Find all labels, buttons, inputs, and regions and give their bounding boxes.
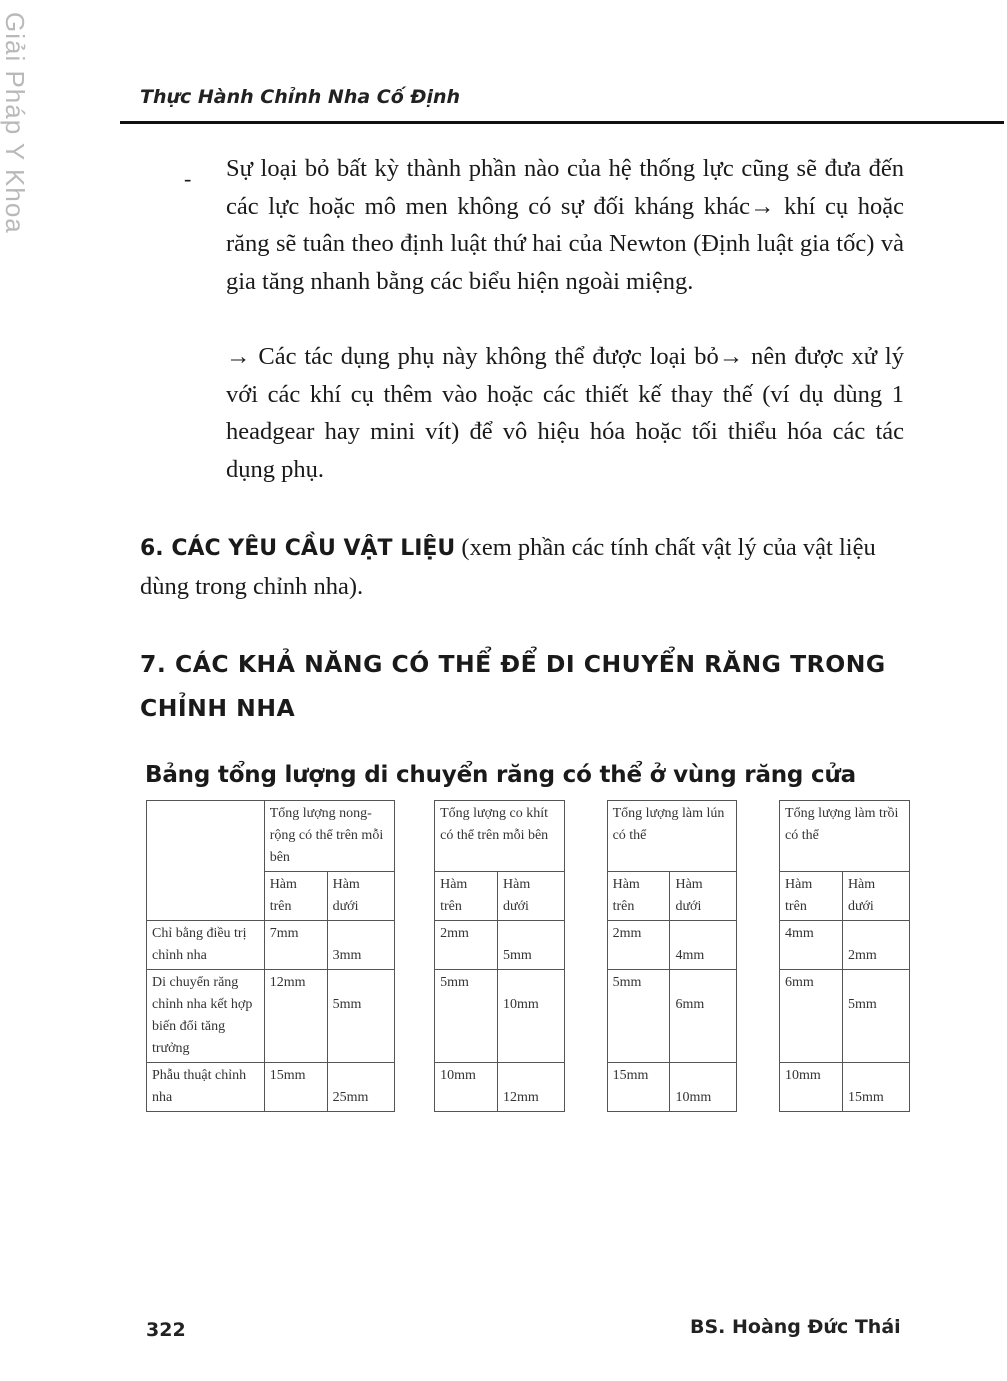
table-cell: 25mm [327,1063,394,1112]
bullet-paragraph-1: Sự loại bỏ bất kỳ thành phần nào của hệ thống lực cũng sẽ đưa đến các lực hoặc mô men không có sự đối kháng khác→ khí cụ hoặc răng sẽ tuân theo định luật thứ hai của Newton (Định luật gia tốc) và gia tăng nhanh bằng các biểu hiện ngoài miệng. [226,155,904,295]
table-gap [564,801,607,1112]
section-6-heading: 6. CÁC YÊU CẦU VẬT LIỆU [140,536,456,561]
table-gap [737,801,780,1112]
table-group-header: Tổng lượng làm lún có thể [607,801,737,872]
table-cell: 10mm [670,1063,737,1112]
table-subheader: Hàm dưới [842,872,909,921]
table-cell: 3mm [327,921,394,970]
section-7-heading: 7. CÁC KHẢ NĂNG CÓ THỂ ĐỂ DI CHUYỂN RĂNG TRONG CHỈNH NHA [140,650,886,722]
table-corner-cell [147,801,265,921]
table-group-header: Tổng lượng co khít có thể trên mỗi bên [435,801,565,872]
table-cell: 2mm [607,921,670,970]
table-row [147,921,910,970]
table-cell: 10mm [498,970,565,1063]
table-cell: 5mm [435,970,498,1063]
table-cell: 2mm [435,921,498,970]
header-rule [120,121,1004,124]
bullet-dash: - [184,166,192,191]
table-cell: 4mm [780,921,843,970]
table-row-label: Phẫu thuật chỉnh nha [147,1063,265,1112]
table-cell: 5mm [842,970,909,1063]
table-caption: Bảng tổng lượng di chuyển răng có thể ở vùng răng cửa [145,762,856,788]
page-number: 322 [146,1319,186,1341]
watermark: Giải Pháp Y Khoa [0,12,30,234]
table-row-label: Chỉ bằng điều trị chỉnh nha [147,921,265,970]
table-subheader: Hàm dưới [498,872,565,921]
table-subheader: Hàm trên [780,872,843,921]
table-subheader: Hàm trên [607,872,670,921]
table-header-row [147,801,910,872]
table-cell: 5mm [327,970,394,1063]
table-row [147,1063,910,1112]
table-cell: 5mm [607,970,670,1063]
table-cell: 10mm [435,1063,498,1112]
table-row-label: Di chuyển răng chỉnh nha kết hợp biến đổi tăng trưởng [147,970,265,1063]
table-row [147,970,910,1063]
section-6 [140,529,910,605]
table-group-header: Tổng lượng làm trồi có thể [780,801,910,872]
table-gap [394,801,435,1112]
table-subheader: Hàm dưới [327,872,394,921]
table-cell: 6mm [670,970,737,1063]
table-subheader: Hàm dưới [670,872,737,921]
table-cell: 12mm [498,1063,565,1112]
footer-author: BS. Hoàng Đức Thái [690,1316,901,1338]
table-cell: 15mm [842,1063,909,1112]
table-cell: 15mm [264,1063,327,1112]
table-subheader: Hàm trên [435,872,498,921]
table-group-header: Tổng lượng nong-rộng có thể trên mỗi bên [264,801,394,872]
running-header: Thực Hành Chỉnh Nha Cố Định [140,86,461,108]
table-cell: 5mm [498,921,565,970]
table-cell: 10mm [780,1063,843,1112]
table-cell: 2mm [842,921,909,970]
movement-table [146,800,910,1112]
section-6-text: (xem phần các tính chất vật lý của vật liệu dùng trong chỉnh nha). [140,534,876,600]
table-cell: 6mm [780,970,843,1063]
table-cell: 15mm [607,1063,670,1112]
table-subheader: Hàm trên [264,872,327,921]
table-cell: 12mm [264,970,327,1063]
table-cell: 7mm [264,921,327,970]
bullet-paragraph-2: → Các tác dụng phụ này không thể được loại bỏ→ nên được xử lý với các khí cụ thêm vào hoặc các thiết kế thay thế (ví dụ dùng 1 headgear hay mini vít) để vô hiệu hóa hoặc tối thiểu hóa các tác dụng phụ. [226,343,904,483]
table-cell: 4mm [670,921,737,970]
